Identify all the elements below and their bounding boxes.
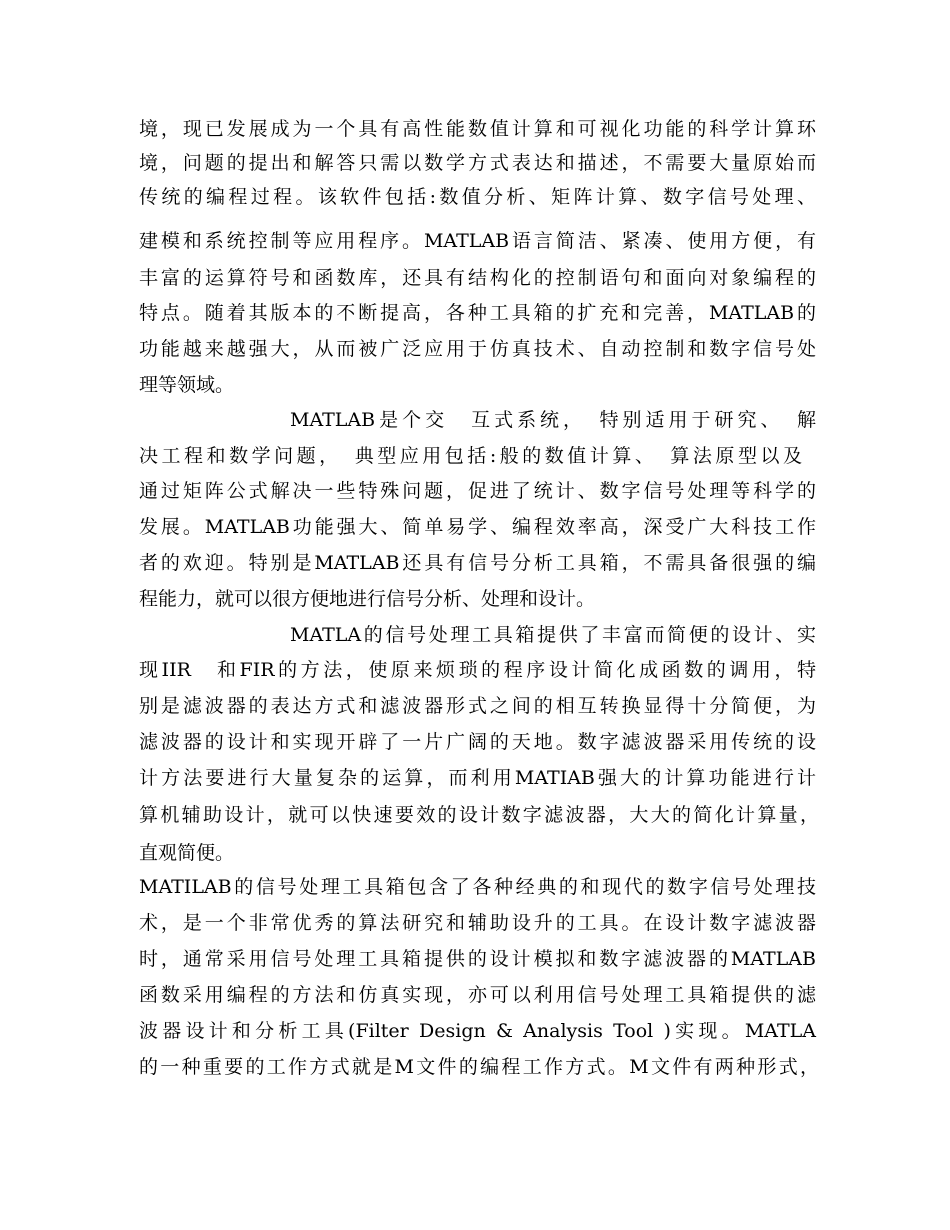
text-line: 算机辅助设计，就可以快速要效的设计数字滤波器，大大的简化计算量， (139, 804, 819, 826)
text-line: 传统的编程过程。该软件包括:数值分析、矩阵计算、数字信号处理、 (139, 186, 816, 208)
text-line: 别是滤波器的表达方式和滤波器形式之间的相互转换显得十分简便，为 (139, 695, 816, 717)
text-line: MATLAB是个交 互式系统， 特别适用于研究、 解 (290, 409, 816, 431)
text-line: 通过矩阵公式解决一些特殊问题，促进了统计、数字信号处理等科学的 (139, 480, 816, 502)
text-line: 境，问题的提出和解答只需以数学方式表达和描述，不需要大量原始而 (139, 152, 816, 174)
text-line: 丰富的运算符号和函数库，还具有结构化的控制语句和面向对象编程的 (139, 267, 816, 289)
text-line: MATLA的信号处理工具箱提供了丰富而简便的设计、实 (290, 624, 816, 646)
text-line: 直观简便。 (139, 842, 235, 864)
text-line: 术，是一个非常优秀的算法研究和辅助设升的工具。在设计数字滤波器 (139, 912, 816, 934)
text-line: 者的欢迎。特别是MATLAB还具有信号分析工具箱，不需具备很强的编 (139, 552, 816, 574)
text-line: 程能力，就可以很方便地进行信号分析、处理和设计。 (139, 588, 596, 610)
text-line: 现IIR 和FIR的方法，使原来烦琐的程序设计简化成函数的调用，特 (139, 659, 816, 681)
text-line: 滤波器的设计和实现开辟了一片广阔的天地。数字滤波器采用传统的设 (139, 731, 816, 753)
text-line: 函数采用编程的方法和仿真实现，亦可以利用信号处理工具箱提供的滤 (139, 984, 816, 1006)
text-line: 境，现已发展成为一个具有高性能数值计算和可视化功能的科学计算环 (139, 118, 816, 140)
text-line: 理等领域。 (139, 374, 235, 396)
text-line: 的一种重要的工作方式就是M文件的编程工作方式。M文件有两种形式， (139, 1056, 819, 1078)
text-line: 时，通常采用信号处理工具箱提供的设计模拟和数字滤波器的MATLAB (139, 948, 816, 970)
text-line: 功能越来越强大，从而被广泛应用于仿真技术、自动控制和数字信号处 (139, 338, 816, 360)
text-line: 决工程和数学问题， 典型应用包括:般的数值计算、 算法原型以及 (139, 445, 802, 467)
text-line: MATILAB的信号处理工具箱包含了各种经典的和现代的数字信号处理技 (139, 876, 816, 898)
text-line: 特点。随着其版本的不断提高，各种工具箱的扩充和完善，MATLAB的 (139, 302, 816, 324)
text-line: 建模和系统控制等应用程序。MATLAB语言简洁、紧凑、使用方便，有 (139, 230, 816, 252)
text-line: 波器设计和分析工具(Filter Design & Analysis Tool )实现。MATLA (139, 1020, 816, 1042)
text-line: 计方法要进行大量复杂的运算，而利用MATIAB强大的计算功能进行计 (139, 767, 816, 789)
text-line: 发展。MATLAB功能强大、简单易学、编程效率高，深受广大科技工作 (139, 516, 816, 538)
